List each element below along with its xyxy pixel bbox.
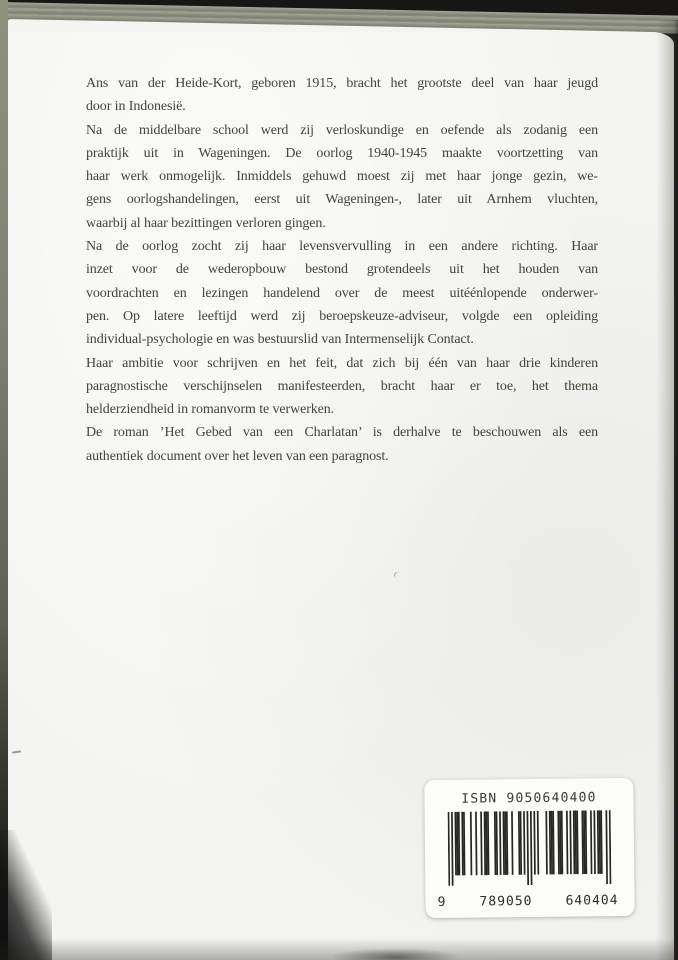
text-line: haar werk onmogelijk. Inmiddels gehuwd moest zij met haar jonge gezin, we- bbox=[86, 169, 598, 185]
ean-group-left: 789050 bbox=[479, 893, 533, 910]
barcode-bars bbox=[448, 810, 612, 886]
text-line: praktijk uit in Wageningen. De oorlog 1940-1945 maakte voortzetting van bbox=[86, 145, 598, 161]
text-line: paragnostische verschijnselen manifesteerden, bracht haar er toe, het thema bbox=[86, 378, 598, 394]
ean-check-digit: 9 bbox=[437, 894, 447, 910]
text-line: voordrachten en lezingen handelend over de meest uitéénlopende onderwer- bbox=[86, 285, 598, 301]
text-line: Haar ambitie voor schrijven en het feit, dat zich bij één van haar drie kinderen bbox=[86, 355, 598, 371]
text-line: Na de middelbare school werd zij verloskundige en oefende als zodanig een bbox=[86, 122, 598, 138]
text-line: Ans van der Heide-Kort, geboren 1915, bracht het grootste deel van haar jeugd bbox=[86, 76, 598, 91]
text-line: Na de oorlog zocht zij haar levensvervulling in een andere richting. Haar bbox=[86, 239, 598, 255]
text-line: pen. Op latere leeftijd werd zij beroepskeuze-adviseur, volgde een opleiding bbox=[86, 308, 598, 324]
ean-digits bbox=[437, 893, 618, 910]
barcode-sticker bbox=[424, 778, 634, 918]
text-line: individual-psychologie en was bestuurslid van Intermenselijk Contact. bbox=[86, 332, 474, 348]
spine-edge bbox=[0, 0, 8, 960]
bottom-shadow-blob bbox=[330, 948, 460, 960]
text-line: waarbij al haar bezittingen verloren gingen. bbox=[86, 215, 326, 231]
text-line: De roman ’Het Gebed van een Charlatan’ is derhalve te beschouwen als een bbox=[86, 425, 598, 441]
blurb-text bbox=[86, 72, 598, 468]
text-line: gens oorlogshandelingen, eerst uit Wageningen-, later uit Arnhem vluchten, bbox=[86, 192, 598, 208]
text-line: authentiek document over het leven van een paragnost. bbox=[86, 448, 389, 464]
isbn-label: ISBN 9050640400 bbox=[461, 790, 597, 807]
text-line: helderziendheid in romanvorm te verwerken. bbox=[86, 402, 335, 418]
text-line: inzet voor de wederopbouw bestond grotendeels uit het houden van bbox=[86, 262, 598, 278]
right-edge-shadow bbox=[656, 20, 678, 960]
text-line: door in Indonesië. bbox=[86, 99, 186, 115]
ean-group-right: 640404 bbox=[565, 893, 619, 909]
